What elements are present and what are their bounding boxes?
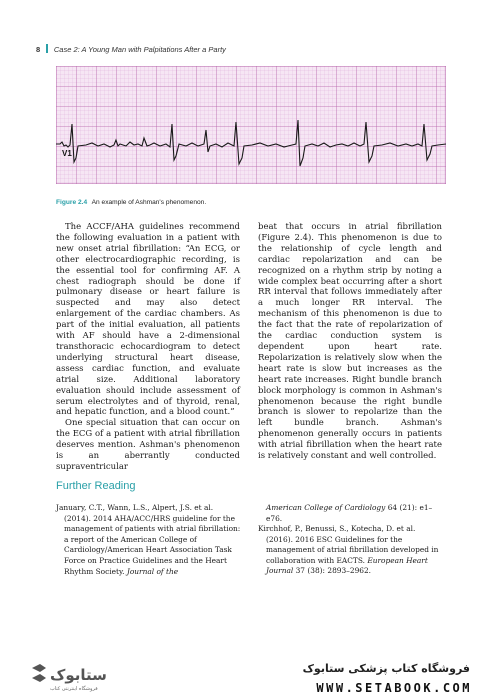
setabook-logo: [28, 660, 108, 694]
right-column: [258, 222, 442, 462]
figure-label: Figure 2.4: [56, 199, 88, 206]
shop-url[interactable]: WWW.SETABOOK.COM: [316, 681, 472, 695]
reference-journal: European Heart Journal: [266, 555, 428, 576]
left-column: [56, 222, 240, 473]
figure-caption: [56, 199, 206, 206]
paragraph-guidelines: The ACCF/AHA guidelines recommend the following evaluation in a patient with new onset atrial fibrillation: “An ECG, or other electrocardiographic recording, is the essential tool for confirming AF. A chest radiograph should be done if pulmonary disease or heart failure is suspected and may also detect enlargement of the cardiac chambers. As part of the initial evaluation, all patients with AF should have a 2-dimensional transthoracic echocardiogram to detect underlying structural heart disease, assess cardiac function, and evaluate atrial size. Additional laboratory evaluation should include assessment of serum electrolytes and of thyroid, renal, and hepatic function, and a blood count.”: [56, 222, 240, 418]
page-number: 8: [36, 45, 41, 54]
reference-volume: 64 (21): e1–e76.: [266, 503, 433, 523]
reference-kirchhof: [258, 524, 443, 577]
reference-authors: January, C.T., Wann, L.S., Alpert, J.S. et al.: [56, 503, 214, 512]
paragraph-ashman-mechanism: beat that occurs in atrial fibrillation (Figure 2.4). This phenomenon is due to the relationship of cycle length and cardiac repolarization and can be recognized on a rhythm strip by noting a wide complex beat occurring after a short RR interval that follows immediately after a much longer RR interval. The mechanism of this phenomenon is due to the fact that the rate of repolarization of the cardiac conduction system is dependent upon heart rate. Repolarization is relatively slow when the heart rate is slow but increases as the heart rate increases. Right bundle branch block morphology is common in Ashman's phenomenon because the right bundle branch is slower to repolarize than the left bundle branch. Ashman's phenomenon generally occurs in patients with atrial fibrillation when the heart rate is relatively constant and well controlled.: [258, 222, 442, 462]
paragraph-ashman-intro: One special situation that can occur on the ECG of a patient with atrial fibrillation deserves mention. Ashman's phenomenon is an aberrantly conducted supraventricular: [56, 418, 240, 472]
ecg-grid: [56, 66, 446, 184]
reference-journal: Journal of the: [126, 566, 179, 576]
figure-caption-text: An example of Ashman's phenomenon.: [91, 199, 207, 206]
header-divider: [46, 44, 48, 53]
reference-body: (2016). 2016 ESC Guidelines for the management of atrial fibrillation developed in collaboration with EACTS.: [266, 534, 439, 565]
chapter-title: Case 2: A Young Man with Palpitations After a Party: [53, 45, 226, 54]
reference-volume: 37 (38): 2893–2962.: [295, 566, 372, 576]
reference-body: (2014). 2014 AHA/ACC/HRS guideline for the management of patients with atrial fibrillation: a report of the American College of Cardiology/American Heart Association Task Force on Practice Guidelines and the Heart Rhythm Society.: [64, 513, 241, 576]
reference-january: [56, 503, 241, 577]
ecg-figure: [56, 66, 446, 184]
reference-journal-cont: American College of Cardiology: [266, 503, 386, 512]
svg-text:فروشگاه اینترنتی کتاب: فروشگاه اینترنتی کتاب: [50, 686, 98, 692]
reference-authors: Kirchhof, P., Benussi, S., Kotecha, D. et al.: [258, 524, 416, 533]
reference-january-continued: [258, 503, 443, 524]
svg-text:ستابوک: ستابوک: [50, 666, 107, 684]
lead-label: V1: [62, 149, 72, 158]
shop-name: فروشگاه کتاب پزشکی ستابوک: [302, 662, 470, 675]
further-reading-heading: Further Reading: [56, 480, 136, 492]
running-header: [36, 44, 226, 54]
